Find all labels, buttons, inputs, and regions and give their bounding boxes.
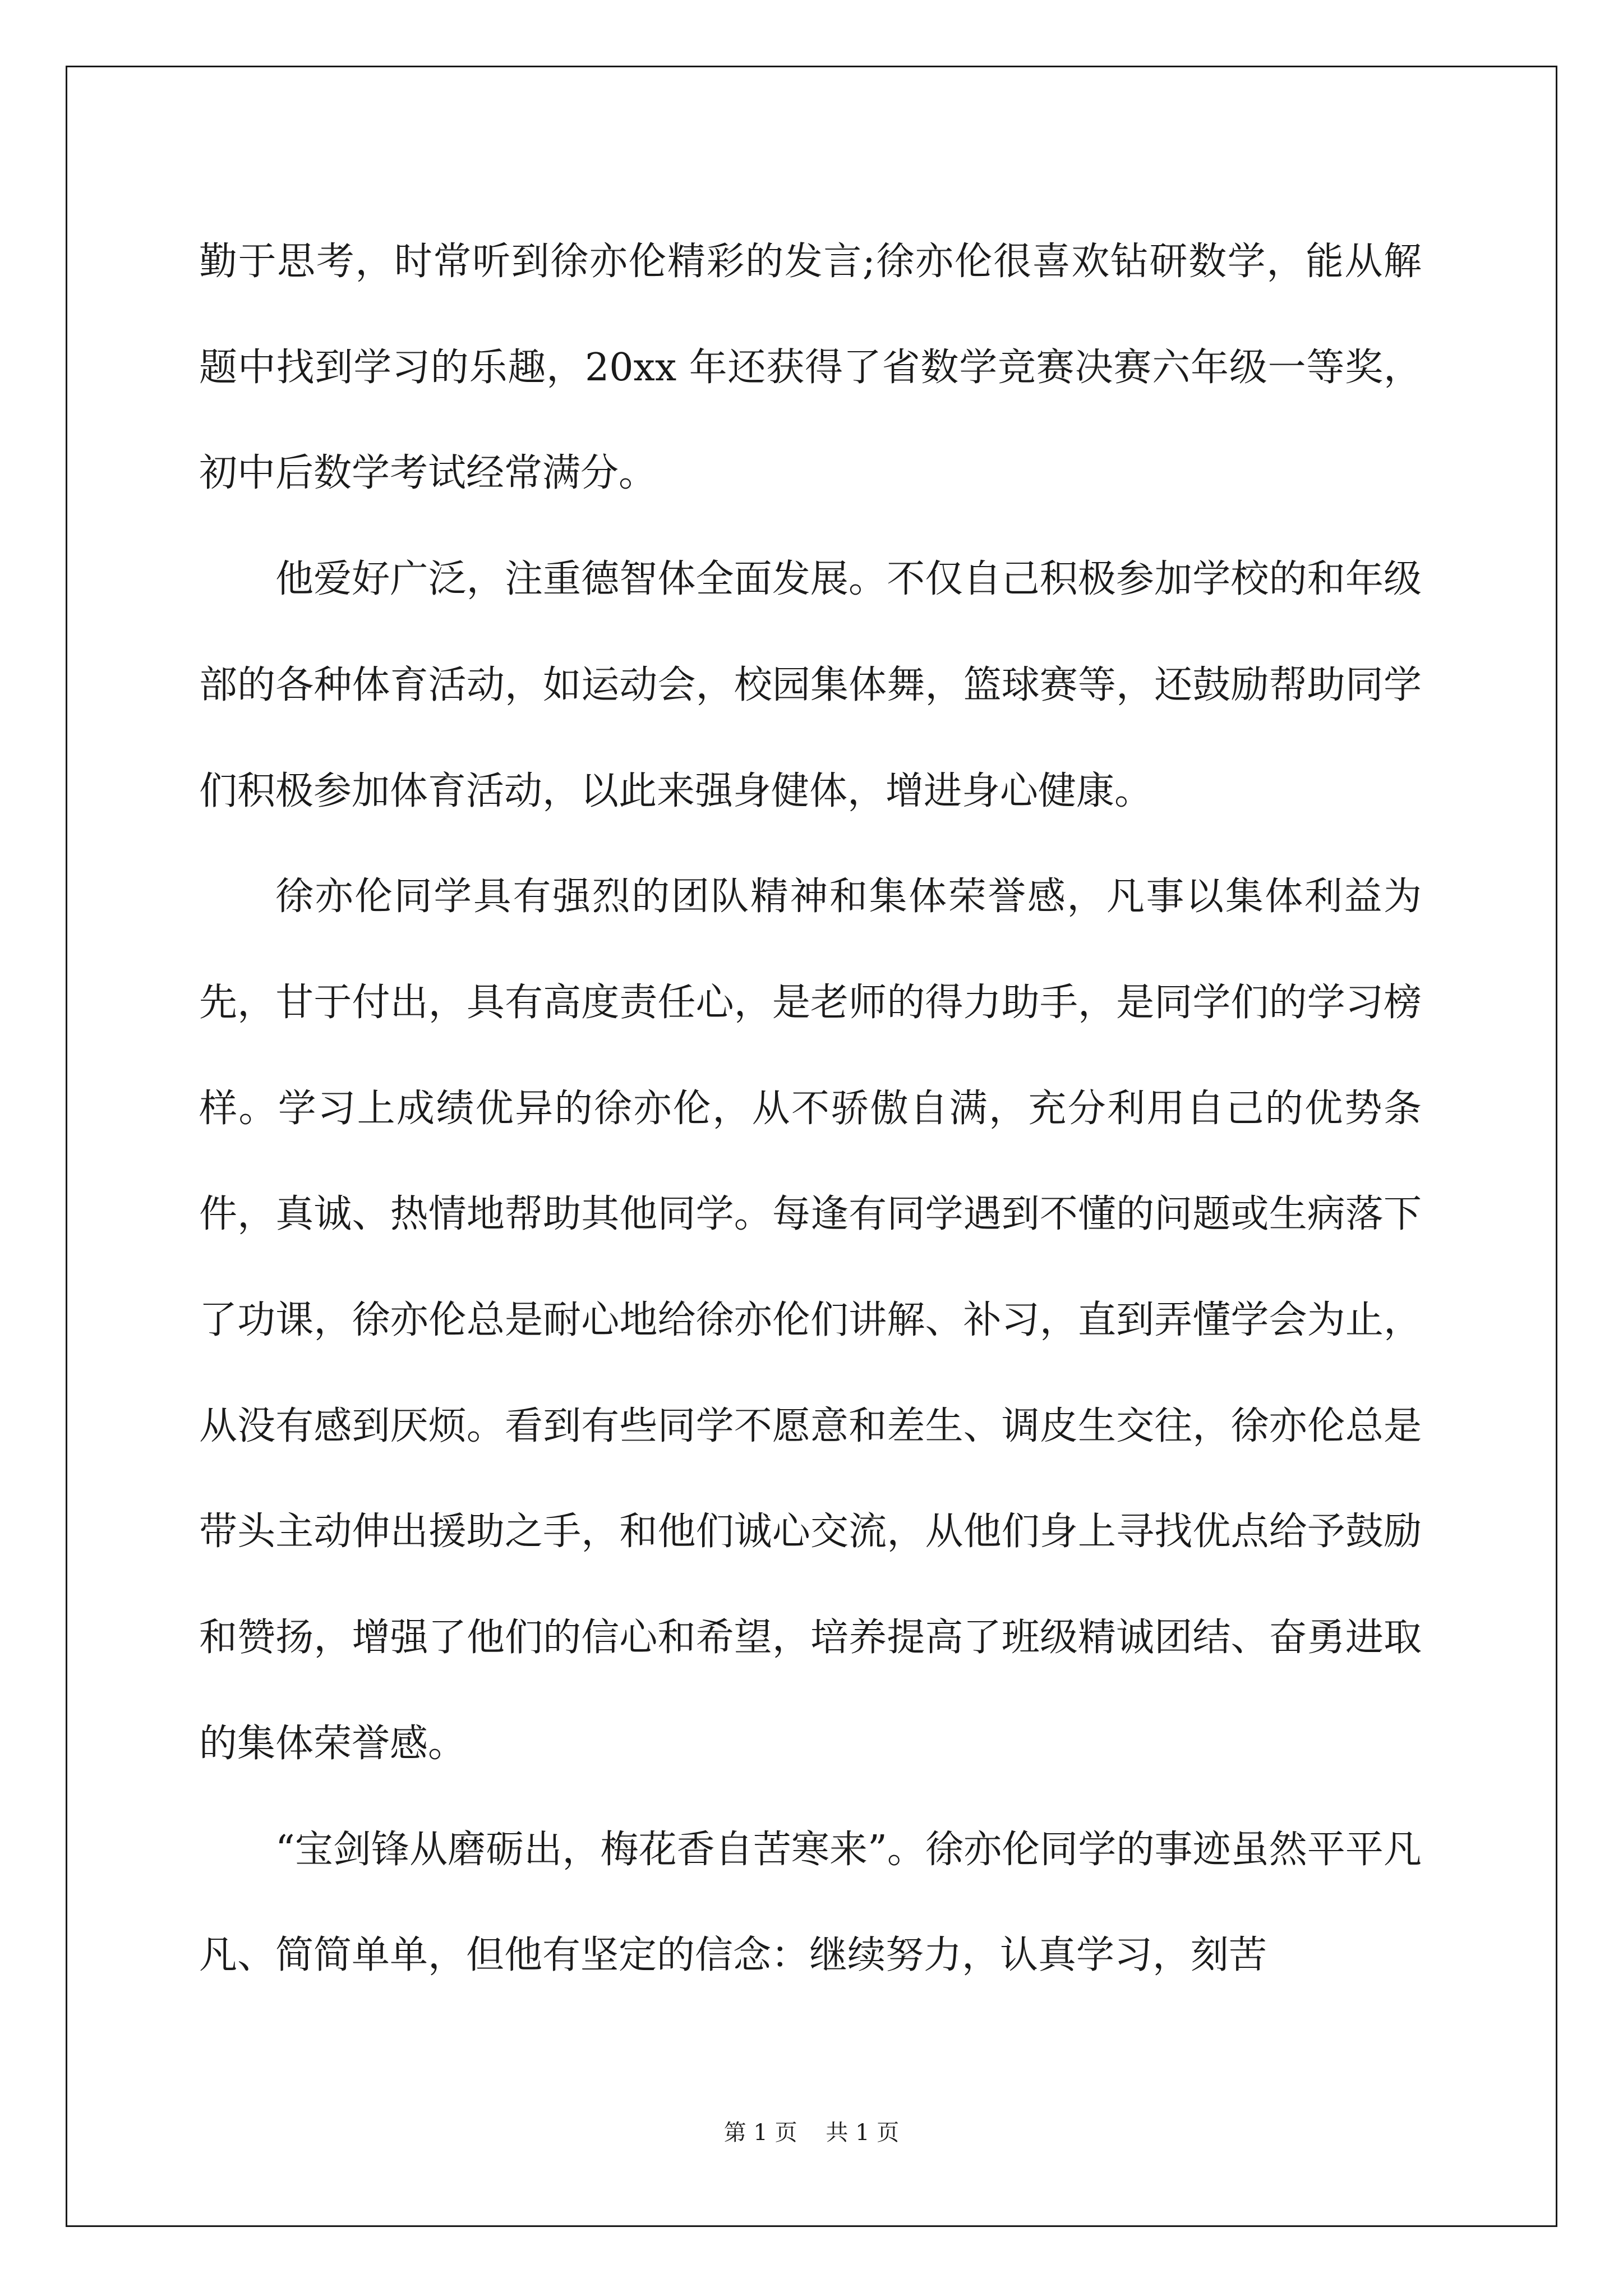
paragraph: “宝剑锋从磨砺出，梅花香自苦寒来”。徐亦伦同学的事迹虽然平平凡凡、简简单单，但他有坚定的信念：继续努力，认真学习，刻苦 — [199, 1827, 1422, 1978]
paragraph: 他爱好广泛，注重德智体全面发展。不仅自己积极参加学校的和年级部的各种体育活动，如运动会，校园集体舞，篮球赛等，还鼓励帮助同学们积极参加体育活动，以此来强身健体，增进身心健康。 — [199, 557, 1422, 813]
document-body — [199, 209, 1422, 2009]
paragraph: 勤于思考，时常听到徐亦伦精彩的发言;徐亦伦很喜欢钻研数学，能从解题中找到学习的乐趣，20xx 年还获得了省数学竞赛决赛六年级一等奖，初中后数学考试经常满分。 — [199, 240, 1422, 496]
page-number-footer: 第 1 页 共 1 页 — [723, 2120, 900, 2146]
paragraph: 徐亦伦同学具有强烈的团队精神和集体荣誉感，凡事以集体利益为先，甘于付出，具有高度责任心，是老师的得力助手，是同学们的学习榜样。学习上成绩优异的徐亦伦，从不骄傲自满，充分利用自己的优势条件，真诚、热情地帮助其他同学。每逢有同学遇到不懂的问题或生病落下了功课，徐亦伦总是耐心地给徐亦伦们讲解、补习，直到弄懂学会为止，从没有感到厌烦。看到有些同学不愿意和差生、调皮生交往，徐亦伦总是带头主动伸出援助之手，和他们诚心交流，从他们身上寻找优点给予鼓励和赞扬，增强了他们的信心和希望，培养提高了班级精诚团结、奋勇进取的集体荣誉感。 — [199, 875, 1422, 1766]
